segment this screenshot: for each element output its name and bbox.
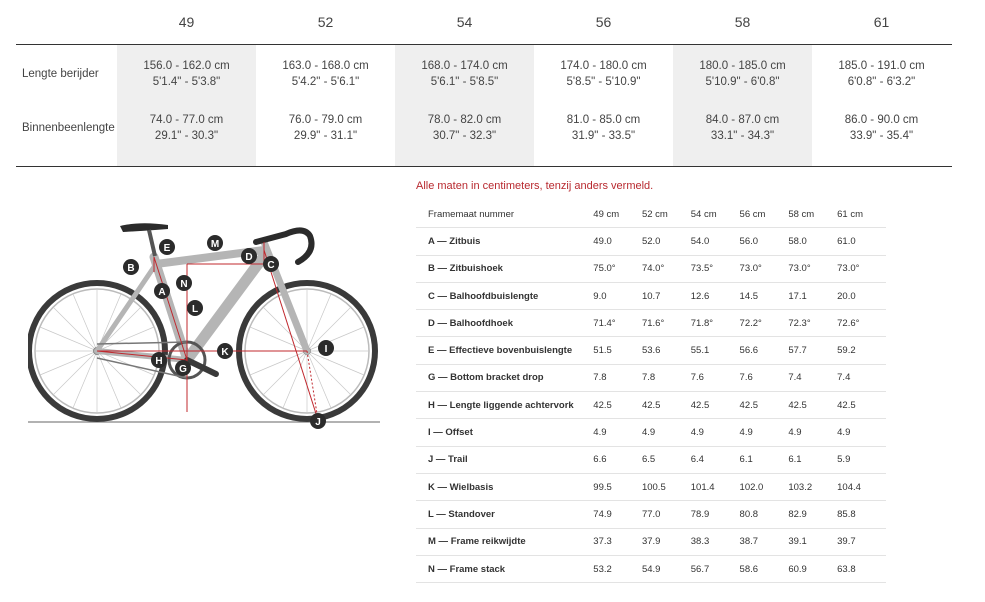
size-header-61: 61 (873, 14, 890, 30)
size-header-58: 58 (734, 14, 751, 30)
svg-text:H: H (155, 356, 163, 367)
inseam-in: 30.7" - 32.3" (432, 130, 497, 142)
geometry-value: 7.8 (593, 364, 642, 391)
marker-e (159, 239, 175, 255)
geometry-row-label: H — Lengte liggende achtervork (416, 392, 593, 419)
geometry-value: 73.0° (837, 255, 886, 282)
geometry-row (416, 228, 886, 255)
size-chart (16, 0, 952, 167)
marker-h (151, 352, 167, 368)
geometry-value: 6.6 (593, 446, 642, 473)
marker-c (263, 256, 279, 272)
size-header-56: 56 (595, 14, 612, 30)
geometry-value: 53.2 (593, 555, 642, 582)
geometry-row-label: G — Bottom bracket drop (416, 364, 593, 391)
geometry-value: 102.0 (740, 473, 789, 500)
geometry-value: 6.4 (691, 446, 740, 473)
size-column-49 (117, 45, 256, 166)
bike-geometry-diagram (28, 212, 388, 437)
rider-height-cm: 180.0 - 185.0 cm (699, 60, 786, 72)
geometry-row (416, 446, 886, 473)
rider-height-cm: 156.0 - 162.0 cm (143, 60, 230, 72)
geometry-row (416, 528, 886, 555)
inseam-in: 29.9" - 31.1" (293, 130, 358, 142)
marker-i (318, 340, 334, 356)
geometry-value: 49.0 (593, 228, 642, 255)
geometry-value: 52.0 (642, 228, 691, 255)
rider-height-ft: 5'4.2" - 5'6.1" (291, 76, 360, 88)
size-header-52: 52 (317, 14, 334, 30)
geometry-row-label: D — Balhoofdhoek (416, 310, 593, 337)
geometry-value: 4.9 (691, 419, 740, 446)
geometry-value: 71.6° (642, 310, 691, 337)
geometry-value: 56.6 (740, 337, 789, 364)
geometry-header-label: Framemaat nummer (416, 201, 593, 228)
geometry-row (416, 419, 886, 446)
geometry-row-label: L — Standover (416, 501, 593, 528)
geometry-value: 73.5° (691, 255, 740, 282)
geometry-value: 56.7 (691, 555, 740, 582)
rider-height-ft: 5'10.9" - 6'0.8" (705, 76, 780, 88)
inseam-in: 29.1" - 30.3" (154, 130, 219, 142)
svg-text:I: I (324, 344, 328, 355)
geometry-value: 103.2 (788, 473, 837, 500)
geometry-value: 37.9 (642, 528, 691, 555)
marker-m (207, 235, 223, 251)
geometry-value: 7.6 (691, 364, 740, 391)
geometry-value: 7.4 (788, 364, 837, 391)
geometry-row (416, 364, 886, 391)
inseam-in: 31.9" - 33.5" (571, 130, 636, 142)
svg-text:G: G (179, 364, 187, 375)
geometry-value: 85.8 (837, 501, 886, 528)
geometry-value: 101.4 (691, 473, 740, 500)
geometry-value: 73.0° (788, 255, 837, 282)
svg-text:J: J (315, 417, 321, 428)
geometry-row-label: C — Balhoofdbuislengte (416, 282, 593, 309)
geometry-value: 53.6 (642, 337, 691, 364)
geometry-row (416, 310, 886, 337)
geometry-column-header: 52 cm (642, 201, 691, 228)
geometry-row (416, 282, 886, 309)
geometry-header-row (416, 201, 886, 228)
geometry-value: 63.8 (837, 555, 886, 582)
geometry-column-header: 61 cm (837, 201, 886, 228)
geometry-row (416, 473, 886, 500)
geometry-value: 4.9 (788, 419, 837, 446)
geometry-value: 60.9 (788, 555, 837, 582)
marker-a (154, 283, 170, 299)
size-column-61 (812, 45, 951, 166)
geometry-row (416, 337, 886, 364)
geometry-value: 38.3 (691, 528, 740, 555)
geometry-value: 56.0 (740, 228, 789, 255)
geometry-value: 4.9 (642, 419, 691, 446)
geometry-value: 39.7 (837, 528, 886, 555)
geometry-row (416, 392, 886, 419)
geometry-value: 58.0 (788, 228, 837, 255)
marker-n (176, 275, 192, 291)
geometry-column-header: 54 cm (691, 201, 740, 228)
geometry-value: 7.4 (837, 364, 886, 391)
geometry-value: 39.1 (788, 528, 837, 555)
geometry-value: 71.8° (691, 310, 740, 337)
geometry-row (416, 255, 886, 282)
size-column-58 (673, 45, 812, 166)
geometry-value: 54.9 (642, 555, 691, 582)
geometry-value: 42.5 (740, 392, 789, 419)
size-column-54 (395, 45, 534, 166)
geometry-value: 61.0 (837, 228, 886, 255)
saddle (120, 223, 168, 232)
svg-text:L: L (191, 304, 199, 315)
geometry-value: 72.6° (837, 310, 886, 337)
marker-d (241, 248, 257, 264)
geometry-value: 78.9 (691, 501, 740, 528)
units-note: Alle maten in centimeters, tenzij anders vermeld. (416, 180, 654, 192)
geometry-value: 6.1 (788, 446, 837, 473)
geometry-row-label: B — Zitbuishoek (416, 255, 593, 282)
geometry-row-label: M — Frame reikwijdte (416, 528, 593, 555)
svg-text:A: A (158, 287, 166, 298)
rider-height-ft: 5'8.5" - 5'10.9" (566, 76, 641, 88)
svg-text:E: E (163, 243, 171, 254)
marker-l (187, 300, 203, 316)
geometry-value: 20.0 (837, 282, 886, 309)
geometry-value: 73.0° (740, 255, 789, 282)
inseam-in: 33.1" - 34.3" (710, 130, 775, 142)
geometry-value: 80.8 (740, 501, 789, 528)
geometry-row-label: N — Frame stack (416, 555, 593, 582)
geometry-value: 100.5 (642, 473, 691, 500)
geometry-row (416, 555, 886, 582)
geometry-value: 42.5 (788, 392, 837, 419)
inseam-cm: 76.0 - 79.0 cm (288, 114, 363, 126)
rider-height-ft: 6'0.8" - 6'3.2" (847, 76, 916, 88)
geometry-value: 17.1 (788, 282, 837, 309)
geometry-value: 74.9 (593, 501, 642, 528)
geometry-value: 77.0 (642, 501, 691, 528)
geometry-value: 37.3 (593, 528, 642, 555)
geometry-value: 7.8 (642, 364, 691, 391)
geometry-value: 4.9 (740, 419, 789, 446)
geometry-value: 54.0 (691, 228, 740, 255)
size-column-52 (256, 45, 395, 166)
marker-g (175, 360, 191, 376)
geometry-value: 57.7 (788, 337, 837, 364)
size-body (16, 45, 952, 167)
geometry-value: 75.0° (593, 255, 642, 282)
geometry-value: 58.6 (740, 555, 789, 582)
marker-k (217, 343, 233, 359)
geometry-row-label: E — Effectieve bovenbuislengte (416, 337, 593, 364)
size-header-49: 49 (178, 14, 195, 30)
geometry-value: 6.1 (740, 446, 789, 473)
geometry-value: 59.2 (837, 337, 886, 364)
geometry-value: 5.9 (837, 446, 886, 473)
geometry-value: 7.6 (740, 364, 789, 391)
geometry-value: 42.5 (593, 392, 642, 419)
inseam-in: 33.9" - 35.4" (849, 130, 914, 142)
size-column-56 (534, 45, 673, 166)
svg-text:M: M (210, 239, 220, 250)
geometry-row-label: J — Trail (416, 446, 593, 473)
svg-text:B: B (127, 263, 135, 274)
inseam-cm: 74.0 - 77.0 cm (149, 114, 224, 126)
geometry-value: 38.7 (740, 528, 789, 555)
rider-height-cm: 174.0 - 180.0 cm (560, 60, 647, 72)
geometry-row-label: K — Wielbasis (416, 473, 593, 500)
geometry-column-header: 56 cm (740, 201, 789, 228)
geometry-value: 10.7 (642, 282, 691, 309)
geometry-value: 104.4 (837, 473, 886, 500)
geometry-column-header: 58 cm (788, 201, 837, 228)
geometry-value: 12.6 (691, 282, 740, 309)
geometry-value: 74.0° (642, 255, 691, 282)
geometry-row (416, 501, 886, 528)
inseam-cm: 84.0 - 87.0 cm (705, 114, 780, 126)
geometry-value: 71.4° (593, 310, 642, 337)
geometry-table (416, 201, 886, 583)
svg-text:N: N (180, 279, 188, 290)
marker-j (310, 413, 326, 429)
geometry-row-label: A — Zitbuis (416, 228, 593, 255)
rider-height-label: Lengte berijder (22, 68, 99, 80)
rider-height-cm: 163.0 - 168.0 cm (282, 60, 369, 72)
inseam-label: Binnenbeenlengte (22, 122, 115, 134)
geometry-row-label: I — Offset (416, 419, 593, 446)
geometry-value: 6.5 (642, 446, 691, 473)
geometry-value: 9.0 (593, 282, 642, 309)
geometry-value: 72.2° (740, 310, 789, 337)
inseam-cm: 86.0 - 90.0 cm (844, 114, 919, 126)
geometry-value: 55.1 (691, 337, 740, 364)
size-header-54: 54 (456, 14, 473, 30)
geometry-value: 42.5 (642, 392, 691, 419)
rider-height-ft: 5'6.1" - 5'8.5" (430, 76, 499, 88)
geometry-column-header: 49 cm (593, 201, 642, 228)
size-header-row (16, 0, 952, 45)
rider-height-ft: 5'1.4" - 5'3.8" (152, 76, 221, 88)
geometry-value: 4.9 (593, 419, 642, 446)
geometry-value: 14.5 (740, 282, 789, 309)
inseam-cm: 81.0 - 85.0 cm (566, 114, 641, 126)
svg-text:K: K (221, 347, 229, 358)
svg-text:C: C (267, 260, 275, 271)
geometry-value: 82.9 (788, 501, 837, 528)
geometry-value: 99.5 (593, 473, 642, 500)
rider-height-cm: 185.0 - 191.0 cm (838, 60, 925, 72)
inseam-cm: 78.0 - 82.0 cm (427, 114, 502, 126)
geometry-value: 72.3° (788, 310, 837, 337)
rider-height-cm: 168.0 - 174.0 cm (421, 60, 508, 72)
marker-b (123, 259, 139, 275)
geometry-value: 42.5 (691, 392, 740, 419)
geometry-value: 42.5 (837, 392, 886, 419)
geometry-value: 4.9 (837, 419, 886, 446)
svg-text:D: D (245, 252, 253, 263)
geometry-value: 51.5 (593, 337, 642, 364)
